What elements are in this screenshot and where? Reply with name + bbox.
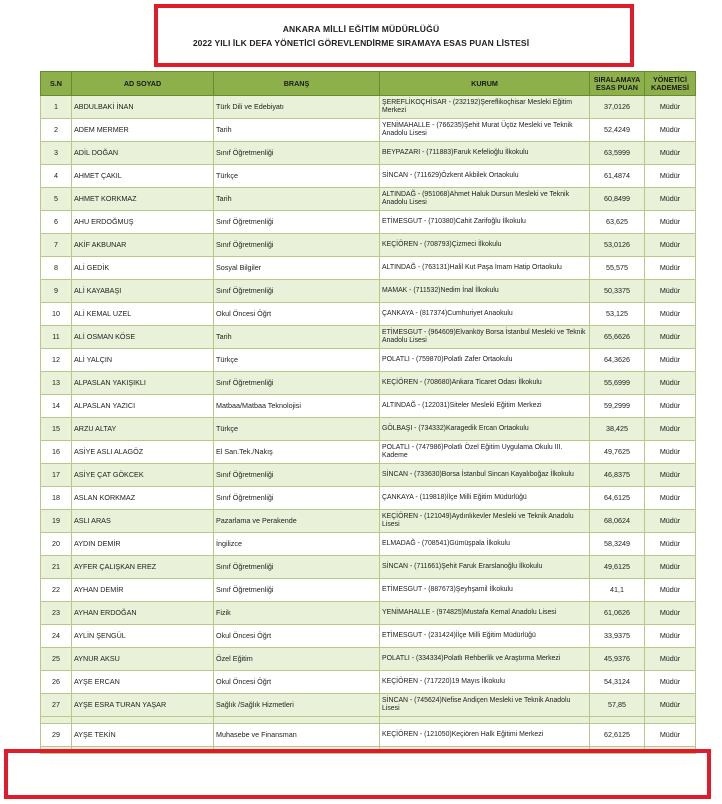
- cell-sn: 22: [41, 579, 72, 602]
- cell-kademe: Müdür: [645, 533, 696, 556]
- table-row: [41, 372, 696, 395]
- cell-kurum: SİNCAN - (733630)Borsa İstanbul Sincan Kayalıboğaz İlkokulu: [380, 464, 590, 487]
- cell-kademe: Müdür: [645, 165, 696, 188]
- cell-puan: 49,7625: [590, 441, 645, 464]
- cell-ad: ASLAN KORKMAZ: [72, 487, 214, 510]
- cell-kademe: Müdür: [645, 303, 696, 326]
- cell-ad: AKİF AKBUNAR: [72, 234, 214, 257]
- table-row: [41, 280, 696, 303]
- cell-puan: 60,8499: [590, 188, 645, 211]
- cell-sn: 11: [41, 326, 72, 349]
- cell-brans: Sınıf Öğretmenliği: [214, 211, 380, 234]
- cell-ad: ALİ YALÇIN: [72, 349, 214, 372]
- cell-puan: 38,425: [590, 418, 645, 441]
- cell-brans: Okul Öncesi Öğrt: [214, 303, 380, 326]
- cell-kurum: ÇANKAYA - (119818)İlçe Milli Eğitim Müdürlüğü: [380, 487, 590, 510]
- cell-puan: 45,9376: [590, 648, 645, 671]
- cell-puan: 62,6125: [590, 724, 645, 747]
- cell-brans: Okul Öncesi Öğrt: [214, 671, 380, 694]
- cell-kademe: Müdür: [645, 395, 696, 418]
- cell-ad: ABDULBAKİ İNAN: [72, 96, 214, 119]
- cell-puan: 64,3626: [590, 349, 645, 372]
- cell-brans: Sınıf Öğretmenliği: [214, 464, 380, 487]
- cell-kurum: ETİMESGUT - (231424)İlçe Milli Eğitim Müdürlüğü: [380, 625, 590, 648]
- cell-kurum: SİNCAN - (711629)Özkent Akbilek Ortaokulu: [380, 165, 590, 188]
- cell-kurum: SİNCAN - (711661)Şehit Faruk Erarslanoğlu İlkokulu: [380, 556, 590, 579]
- cell-sn: 13: [41, 372, 72, 395]
- cell-puan: 68,0624: [590, 510, 645, 533]
- cell-puan: 57,85: [590, 694, 645, 717]
- cell-sn: 27: [41, 694, 72, 717]
- cell-kademe: Müdür: [645, 625, 696, 648]
- cell-sn: 26: [41, 671, 72, 694]
- cell-kademe: Müdür: [645, 349, 696, 372]
- cell-kademe: Müdür: [645, 724, 696, 747]
- table-row: [41, 556, 696, 579]
- cell-kurum: KEÇİÖREN - (708680)Ankara Ticaret Odası İlkokulu: [380, 372, 590, 395]
- cell-sn: 2: [41, 119, 72, 142]
- table-row: [41, 349, 696, 372]
- document-header: [0, 0, 722, 70]
- cell-kurum: POLATLI - (759870)Polatlı Zafer Ortaokulu: [380, 349, 590, 372]
- cell-kademe: Müdür: [645, 464, 696, 487]
- cell-puan: 50,3375: [590, 280, 645, 303]
- cell-kurum: ŞEREFLİKOÇHİSAR - (232192)Şereflikoçhisar Mesleki Eğitim Merkezi: [380, 96, 590, 119]
- cell-brans: Pazarlama ve Perakende: [214, 510, 380, 533]
- cell-puan: 63,625: [590, 211, 645, 234]
- col-institution: KURUM: [380, 72, 590, 96]
- cell-puan: 33,9375: [590, 625, 645, 648]
- table-row: [41, 418, 696, 441]
- table-row: [41, 671, 696, 694]
- table-row: [41, 165, 696, 188]
- cell-sn: 9: [41, 280, 72, 303]
- table-body: [41, 96, 696, 754]
- cell-kurum: POLATLI - (747986)Polatlı Özel Eğitim Uygulama Okulu III. Kademe: [380, 441, 590, 464]
- cell-kademe: Müdür: [645, 648, 696, 671]
- table-row: [41, 395, 696, 418]
- cell-puan: 53,125: [590, 303, 645, 326]
- table-row: [41, 441, 696, 464]
- table-row: [41, 188, 696, 211]
- cell-sn: 17: [41, 464, 72, 487]
- cell-puan: 41,1: [590, 579, 645, 602]
- cell-kurum: ETİMESGUT - (887673)Şeyhşamil İlkokulu: [380, 579, 590, 602]
- cell-kurum: GÖLBAŞI - (734332)Karagedik Ercan Ortaokulu: [380, 418, 590, 441]
- cell-sn: 29: [41, 724, 72, 747]
- cell-kademe: Müdür: [645, 280, 696, 303]
- cell-puan: 61,4874: [590, 165, 645, 188]
- cell-brans: Sınıf Öğretmenliği: [214, 487, 380, 510]
- cell-kademe: Müdür: [645, 418, 696, 441]
- table-row: [41, 142, 696, 165]
- cell-kurum: ETİMESGUT - (964609)Elvanköy Borsa İstanbul Mesleki ve Teknik Anadolu Lisesi: [380, 326, 590, 349]
- col-score: SIRALAMAYA ESAS PUAN: [590, 72, 645, 96]
- cell-brans: Sınıf Öğretmenliği: [214, 556, 380, 579]
- cell-brans: Tarih: [214, 119, 380, 142]
- cell-kademe: Müdür: [645, 326, 696, 349]
- cell-ad: ALPASLAN YAZICI: [72, 395, 214, 418]
- cell-kademe: Müdür: [645, 510, 696, 533]
- cell-kurum: YENİMAHALLE - (974825)Mustafa Kemal Anadolu Lisesi: [380, 602, 590, 625]
- cell-sn: 7: [41, 234, 72, 257]
- cell-ad: ASLI ARAS: [72, 510, 214, 533]
- cell-ad: AYŞE ERCAN: [72, 671, 214, 694]
- cell-kurum: KEÇİÖREN - (708793)Çizmeci İlkokulu: [380, 234, 590, 257]
- cell-brans: Muhasebe ve Finansman: [214, 724, 380, 747]
- cell-kademe: Müdür: [645, 257, 696, 280]
- col-level: YÖNETİCİ KADEMESİ: [645, 72, 696, 96]
- cell-kurum: ALTINDAĞ - (122031)Siteler Mesleki Eğitim Merkezi: [380, 395, 590, 418]
- cell-sn: 19: [41, 510, 72, 533]
- cell-brans: Türk Dili ve Edebiyatı: [214, 96, 380, 119]
- cell-kademe: Müdür: [645, 211, 696, 234]
- cell-sn: 23: [41, 602, 72, 625]
- cell-kademe: Müdür: [645, 372, 696, 395]
- cell-sn: 18: [41, 487, 72, 510]
- cell-puan: 65,6626: [590, 326, 645, 349]
- cell-kademe: Müdür: [645, 671, 696, 694]
- table-row: [41, 211, 696, 234]
- cell-kurum: BEYPAZARI - (711883)Faruk Kefelioğlu İlkokulu: [380, 142, 590, 165]
- table-row: [41, 119, 696, 142]
- cell-sn: 15: [41, 418, 72, 441]
- cell-sn: 3: [41, 142, 72, 165]
- cell-ad: ARZU ALTAY: [72, 418, 214, 441]
- cell-kurum: SİNCAN - (745624)Nefise Andiçen Mesleki ve Teknik Anadolu Lisesi: [380, 694, 590, 717]
- cell-ad: ALİ KAYABAŞI: [72, 280, 214, 303]
- cell-ad: ALPASLAN YAKIŞIKLI: [72, 372, 214, 395]
- table-row: [41, 510, 696, 533]
- cell-ad: AYNUR AKSU: [72, 648, 214, 671]
- cell-sn: 14: [41, 395, 72, 418]
- cell-brans: Tarih: [214, 326, 380, 349]
- table-row: [41, 579, 696, 602]
- cell-brans: Fizik: [214, 602, 380, 625]
- cell-kademe: Müdür: [645, 441, 696, 464]
- cell-brans: Matbaa/Matbaa Teknolojisi: [214, 395, 380, 418]
- cell-ad: ADEM MERMER: [72, 119, 214, 142]
- cell-ad: ASİYE ASLI ALAGÖZ: [72, 441, 214, 464]
- cell-kademe: Müdür: [645, 556, 696, 579]
- score-table: [40, 71, 696, 754]
- cell-kademe: Müdür: [645, 487, 696, 510]
- cell-brans: Özel Eğitim: [214, 648, 380, 671]
- cell-puan: 64,6125: [590, 487, 645, 510]
- cell-brans: Tarih: [214, 188, 380, 211]
- cell-sn: 10: [41, 303, 72, 326]
- cell-puan: 52,4249: [590, 119, 645, 142]
- cell-brans: Sınıf Öğretmenliği: [214, 142, 380, 165]
- cell-brans: Sınıf Öğretmenliği: [214, 280, 380, 303]
- cell-puan: 55,6999: [590, 372, 645, 395]
- table-row-highlighted: [41, 724, 696, 747]
- cell-kademe: Müdür: [645, 142, 696, 165]
- cell-kurum: POLATLI - (334334)Polatlı Rehberlik ve Araştırma Merkezi: [380, 648, 590, 671]
- list-title: 2022 YILI İLK DEFA YÖNETİCİ GÖREVLENDİRME SIRAMAYA ESAS PUAN LİSTESİ: [192, 38, 530, 48]
- table-header-row: [41, 72, 696, 96]
- cell-ad: AYHAN ERDOĞAN: [72, 602, 214, 625]
- table-row: [41, 234, 696, 257]
- cell-kademe: Müdür: [645, 119, 696, 142]
- cell-sn: 4: [41, 165, 72, 188]
- cell-sn: 6: [41, 211, 72, 234]
- cell-puan: 59,2999: [590, 395, 645, 418]
- table-row: [41, 648, 696, 671]
- cell-brans: Türkçe: [214, 165, 380, 188]
- cell-ad: ASİYE ÇAT GÖKCEK: [72, 464, 214, 487]
- cell-sn: 5: [41, 188, 72, 211]
- cell-brans: Sınıf Öğretmenliği: [214, 579, 380, 602]
- cell-kademe: Müdür: [645, 602, 696, 625]
- cell-sn: 24: [41, 625, 72, 648]
- cell-ad: AYDIN DEMİR: [72, 533, 214, 556]
- cell-ad: ALİ GEDİK: [72, 257, 214, 280]
- cell-sn: 8: [41, 257, 72, 280]
- cell-kademe: Müdür: [645, 96, 696, 119]
- table-row: [41, 96, 696, 119]
- cell-brans: Türkçe: [214, 349, 380, 372]
- table-row-partial: [41, 717, 696, 724]
- cell-kurum: KEÇİÖREN - (717220)19 Mayıs İlkokulu: [380, 671, 590, 694]
- table-row: [41, 533, 696, 556]
- table-row: [41, 602, 696, 625]
- cell-sn: 16: [41, 441, 72, 464]
- col-sn: S.N: [41, 72, 72, 96]
- cell-kurum: ÇANKAYA - (817374)Cumhuriyet Anaokulu: [380, 303, 590, 326]
- cell-sn: 20: [41, 533, 72, 556]
- cell-puan: 54,3124: [590, 671, 645, 694]
- cell-ad: AYHAN DEMİR: [72, 579, 214, 602]
- cell-brans: Okul Öncesi Öğrt: [214, 625, 380, 648]
- table-row-partial: [41, 747, 696, 754]
- cell-ad: AYFER ÇALIŞKAN EREZ: [72, 556, 214, 579]
- cell-ad: AYLİN ŞENGÜL: [72, 625, 214, 648]
- table-row: [41, 487, 696, 510]
- cell-kurum: MAMAK - (711532)Nedim İnal İlkokulu: [380, 280, 590, 303]
- cell-brans: Sosyal Bilgiler: [214, 257, 380, 280]
- cell-brans: Sınıf Öğretmenliği: [214, 372, 380, 395]
- table-row: [41, 625, 696, 648]
- table-row: [41, 257, 696, 280]
- highlight-box-row: [4, 749, 711, 799]
- table-row: [41, 326, 696, 349]
- cell-puan: 46,8375: [590, 464, 645, 487]
- cell-kurum: ALTINDAĞ - (763131)Halil Kut Paşa İmam Hatip Ortaokulu: [380, 257, 590, 280]
- cell-ad: ALİ OSMAN KÖSE: [72, 326, 214, 349]
- cell-kademe: Müdür: [645, 579, 696, 602]
- table-row: [41, 303, 696, 326]
- cell-puan: 58,3249: [590, 533, 645, 556]
- col-name: AD SOYAD: [72, 72, 214, 96]
- cell-kurum: YENİMAHALLE - (766235)Şehit Murat Üçöz Mesleki ve Teknik Anadolu Lisesi: [380, 119, 590, 142]
- cell-kademe: Müdür: [645, 188, 696, 211]
- cell-ad: AHU ERDOĞMUŞ: [72, 211, 214, 234]
- cell-ad: AYŞE ESRA TURAN YAŞAR: [72, 694, 214, 717]
- cell-kurum: ALTINDAĞ - (951068)Ahmet Haluk Dursun Mesleki ve Teknik Anadolu Lisesi: [380, 188, 590, 211]
- cell-puan: 61,0626: [590, 602, 645, 625]
- cell-brans: İngilizce: [214, 533, 380, 556]
- cell-brans: Türkçe: [214, 418, 380, 441]
- cell-sn: 25: [41, 648, 72, 671]
- cell-ad: AHMET KORKMAZ: [72, 188, 214, 211]
- cell-kurum: ETİMESGUT - (710380)Cahit Zarifoğlu İlkokulu: [380, 211, 590, 234]
- cell-brans: Sağlık /Sağlık Hizmetleri: [214, 694, 380, 717]
- cell-brans: El San.Tek./Nakış: [214, 441, 380, 464]
- cell-puan: 37,0126: [590, 96, 645, 119]
- cell-ad: ADİL DOĞAN: [72, 142, 214, 165]
- cell-kademe: Müdür: [645, 234, 696, 257]
- col-branch: BRANŞ: [214, 72, 380, 96]
- cell-sn: 21: [41, 556, 72, 579]
- cell-ad: ALİ KEMAL UZEL: [72, 303, 214, 326]
- cell-ad: AHMET ÇAKIL: [72, 165, 214, 188]
- cell-kurum: KEÇİÖREN - (121049)Aydınlıkevler Mesleki ve Teknik Anadolu Lisesi: [380, 510, 590, 533]
- cell-sn: 12: [41, 349, 72, 372]
- cell-puan: 53,0126: [590, 234, 645, 257]
- cell-puan: 63,5999: [590, 142, 645, 165]
- cell-kurum: KEÇİÖREN - (121050)Keçiören Halk Eğitimi Merkezi: [380, 724, 590, 747]
- cell-puan: 55,575: [590, 257, 645, 280]
- cell-ad: AYŞE TEKİN: [72, 724, 214, 747]
- cell-sn: 1: [41, 96, 72, 119]
- cell-kademe: Müdür: [645, 694, 696, 717]
- institution-title: ANKARA MİLLİ EĞİTİM MÜDÜRLÜĞÜ: [282, 24, 440, 34]
- cell-kurum: ELMADAĞ - (708541)Gümüşpala İlkokulu: [380, 533, 590, 556]
- cell-brans: Sınıf Öğretmenliği: [214, 234, 380, 257]
- cell-puan: 49,6125: [590, 556, 645, 579]
- table-row: [41, 694, 696, 717]
- table-row: [41, 464, 696, 487]
